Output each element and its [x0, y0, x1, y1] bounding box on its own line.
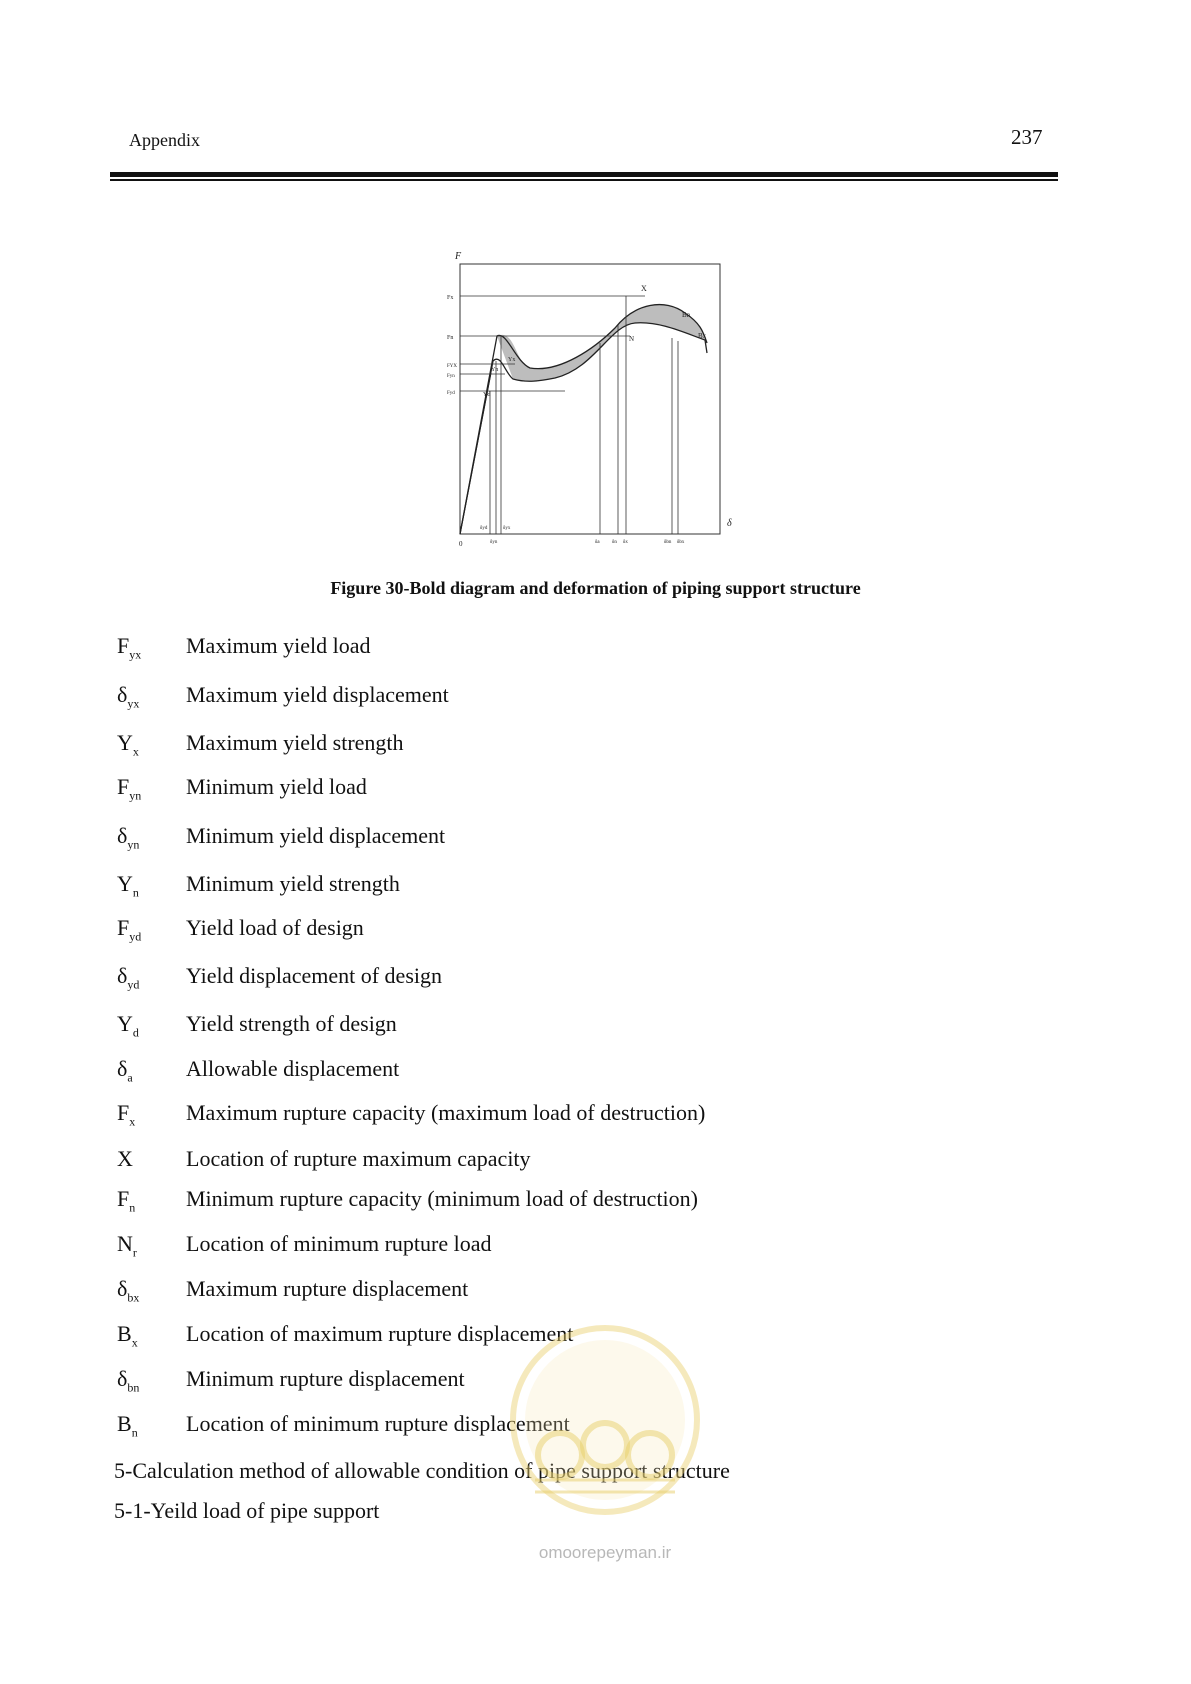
origin-label: 0: [459, 540, 463, 548]
symbol-description: Location of minimum rupture load: [186, 1231, 492, 1256]
symbol-subscript: r: [132, 1245, 137, 1260]
diagram-frame: [460, 264, 720, 534]
symbol: [117, 1100, 135, 1129]
symbol-base: F: [117, 1186, 130, 1211]
symbol-base: B: [117, 1321, 132, 1346]
point-label-x: X: [641, 284, 647, 293]
symbol-description: Maximum yield displacement: [186, 682, 449, 707]
point-label-yd: Yd: [483, 392, 491, 398]
symbol-description: Maximum yield strength: [186, 730, 404, 755]
symbol-base: δ: [117, 963, 128, 988]
figure-caption: Figure 30-Bold diagram and deformation of piping support structure: [330, 578, 861, 598]
symbol-subscript: n: [132, 885, 139, 900]
symbol-row: [0, 823, 1191, 857]
axis-x-label: δ: [727, 518, 732, 529]
symbol: [117, 774, 141, 803]
symbol-description: Minimum rupture capacity (minimum load of destruction): [186, 1186, 698, 1211]
symbol: [117, 682, 139, 711]
x-label-dx: δx: [623, 540, 628, 545]
load-displacement-diagram: [445, 243, 745, 558]
symbol-base: F: [117, 774, 130, 799]
symbol-row: [0, 682, 1191, 716]
symbol-base: Y: [117, 871, 133, 896]
symbol: [117, 1231, 137, 1260]
symbol: [117, 1276, 139, 1305]
symbol: [117, 1186, 135, 1215]
y-label-fyx: FYX: [447, 364, 458, 369]
symbol-description: Yield load of design: [186, 915, 364, 940]
point-label-bn: Bn: [682, 311, 691, 319]
symbol-description: Minimum yield displacement: [186, 823, 446, 848]
section-heading-5-1: 5-1-Yeild load of pipe support: [114, 1498, 380, 1523]
axis-y-label: F: [455, 251, 462, 262]
symbol-subscript: x: [129, 1114, 136, 1129]
symbol-base: δ: [117, 682, 128, 707]
symbol-base: δ: [117, 1366, 128, 1391]
symbol-subscript: d: [132, 1025, 139, 1040]
symbol: [117, 1366, 139, 1395]
symbol-base: F: [117, 1100, 130, 1125]
symbol-base: Y: [117, 1011, 133, 1036]
y-label-fn: Fn: [447, 335, 454, 341]
symbol-row: [0, 1056, 1191, 1090]
symbol: [117, 1321, 138, 1350]
x-label-da: δa: [595, 540, 600, 545]
symbol-row: [0, 963, 1191, 997]
symbol-subscript: a: [127, 1070, 133, 1085]
x-label-dyn: δyn: [490, 540, 498, 545]
x-label-dyd: δyd: [480, 526, 488, 531]
symbol-subscript: yd: [127, 977, 140, 992]
symbol-subscript: yn: [127, 837, 140, 852]
symbol-description: Location of maximum rupture displacement: [186, 1321, 574, 1346]
y-label-fyn: Fyn: [447, 374, 455, 379]
symbol-base: F: [117, 633, 130, 658]
symbol-subscript: bx: [127, 1290, 140, 1305]
symbol-subscript: yd: [129, 929, 142, 944]
symbol-row: [0, 730, 1191, 764]
watermark-logo: [505, 1320, 705, 1570]
symbol-description: Yield strength of design: [186, 1011, 397, 1036]
symbol-description: Allowable displacement: [186, 1056, 400, 1081]
symbol-row: [0, 1186, 1191, 1220]
symbol: [117, 633, 141, 662]
running-header-section: Appendix: [129, 130, 200, 150]
symbol-base: Y: [117, 730, 133, 755]
symbol-base: N: [117, 1231, 133, 1256]
symbol-row: [0, 871, 1191, 905]
symbol-description: Minimum rupture displacement: [186, 1366, 465, 1391]
symbol-row: [0, 1100, 1191, 1134]
symbol-base: δ: [117, 823, 128, 848]
symbol-base: B: [117, 1411, 132, 1436]
point-label-n: N: [629, 335, 635, 343]
symbol-description: Minimum yield strength: [186, 871, 400, 896]
symbol-description: Maximum rupture capacity (maximum load of destruction): [186, 1100, 706, 1125]
x-label-dbx: δbx: [677, 540, 685, 545]
strength-band: [497, 305, 705, 382]
symbol: [117, 915, 141, 944]
header-rule-thin: [110, 179, 1058, 181]
y-label-fyd: Fyd: [447, 391, 455, 396]
symbol-description: Yield displacement of design: [186, 963, 442, 988]
x-label-dbn: δbn: [664, 540, 672, 545]
symbol-description: Location of minimum rupture displacement: [186, 1411, 570, 1436]
symbol-description: Maximum yield load: [186, 633, 371, 658]
symbol-row: [0, 1146, 1191, 1180]
symbol-subscript: x: [131, 1335, 138, 1350]
point-label-yx: Yx: [508, 357, 516, 363]
point-label-bx: Bx: [698, 332, 707, 340]
symbol-subscript: n: [131, 1425, 138, 1440]
symbol-row: [0, 633, 1191, 667]
symbol-description: Maximum rupture displacement: [186, 1276, 469, 1301]
section-heading-5: 5-Calculation method of allowable condition of pipe support structure: [114, 1458, 730, 1483]
x-label-dyx: δyx: [503, 526, 511, 531]
header-rule-thick: [110, 172, 1058, 177]
symbol-subscript: n: [129, 1200, 136, 1215]
symbol: [117, 1411, 138, 1440]
symbol: [117, 823, 139, 852]
symbol-row: [0, 1011, 1191, 1045]
symbol-row: [0, 774, 1191, 808]
x-label-dn: δn: [612, 540, 617, 545]
symbol-base: X: [117, 1146, 133, 1171]
symbol: [117, 1056, 133, 1085]
symbol-subscript: bn: [127, 1380, 140, 1395]
symbol-base: F: [117, 915, 130, 940]
symbol: [117, 871, 139, 900]
symbol-subscript: x: [132, 744, 139, 759]
point-label-yn: Yn: [491, 367, 499, 373]
symbol-row: [0, 915, 1191, 949]
symbol: [117, 1146, 133, 1175]
symbol-description: Minimum yield load: [186, 774, 367, 799]
symbol: [117, 963, 139, 992]
symbol: [117, 730, 139, 759]
symbol-subscript: yx: [127, 696, 140, 711]
page-number: 237: [1011, 125, 1043, 149]
symbol: [117, 1011, 139, 1040]
max-curve: [460, 305, 707, 534]
symbol-base: δ: [117, 1276, 128, 1301]
symbol-row: [0, 1231, 1191, 1265]
symbol-description: Location of rupture maximum capacity: [186, 1146, 531, 1171]
symbol-base: δ: [117, 1056, 128, 1081]
watermark-text: omoorepeyman.ir: [538, 1543, 672, 1562]
y-label-fx: Fx: [447, 295, 454, 301]
symbol-subscript: yn: [129, 788, 142, 803]
symbol-subscript: yx: [129, 647, 142, 662]
symbol-row: [0, 1276, 1191, 1310]
